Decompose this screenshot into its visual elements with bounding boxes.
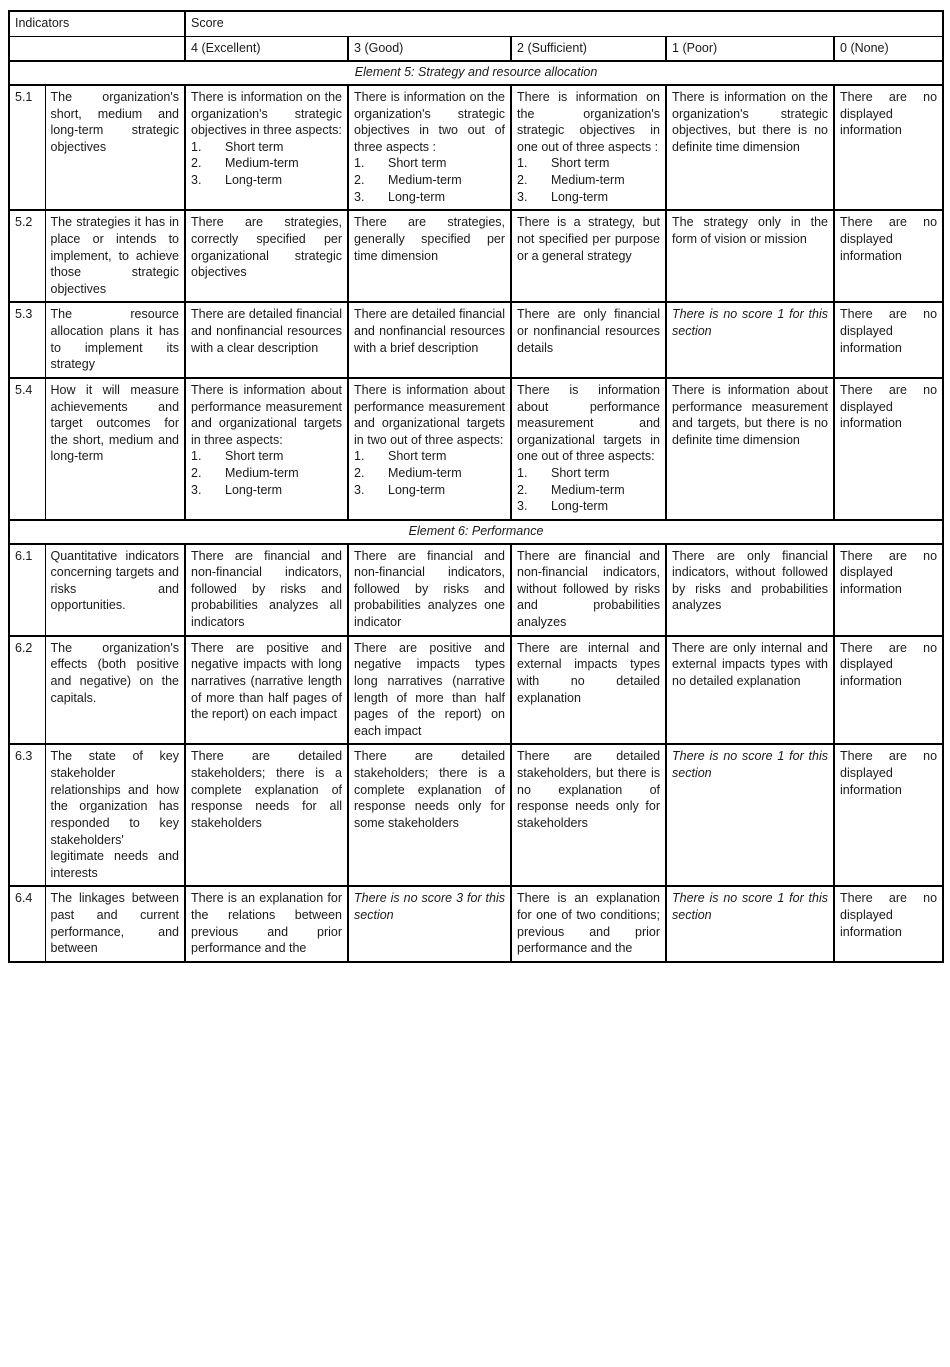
aspect-list-item [517, 498, 660, 515]
aspect-list-label: Medium-term [551, 173, 625, 187]
aspect-list-number: 2. [191, 156, 202, 171]
score-cell-text: There are strategies, correctly specified per organizational strategic objectives [191, 215, 343, 280]
aspect-list [354, 155, 505, 205]
score-cell-text: There is information on the organization's strategic objectives in one out of three aspects : [517, 89, 661, 154]
aspect-list-item [191, 155, 342, 172]
table-row [9, 544, 943, 636]
score-cell-0 [834, 210, 943, 302]
aspect-list-label: Short term [225, 139, 284, 154]
score-cell-1 [666, 886, 834, 962]
aspect-list [517, 155, 660, 205]
score-cell-text: There is no score 1 for this section [672, 891, 829, 922]
score-cell-3 [348, 544, 511, 636]
indicator-number: 5.3 [9, 302, 45, 378]
element-section-title: Element 5: Strategy and resource allocation [9, 61, 943, 85]
score-cell-1 [666, 378, 834, 520]
aspect-list-number: 3. [191, 482, 202, 497]
table-row [9, 85, 943, 210]
aspect-list-number: 3. [517, 189, 528, 204]
header-score: Score [185, 11, 943, 36]
aspect-list-label: Medium-term [225, 156, 299, 171]
score-cell-0 [834, 636, 943, 745]
score-cell-2 [511, 886, 666, 962]
score-cell-4 [185, 886, 348, 962]
aspect-list-number: 3. [354, 189, 365, 204]
aspect-list-number: 2. [517, 482, 528, 497]
indicator-number: 6.3 [9, 744, 45, 886]
score-cell-text: There is information on the organization's strategic objectives in three aspects: [191, 89, 343, 138]
indicator-number: 6.4 [9, 886, 45, 962]
score-cell-text: There is information on the organization's strategic objectives in two out of three aspects : [354, 89, 506, 154]
table-row [9, 378, 943, 520]
score-cell-text: There are only internal and external impacts types with no detailed explanation [672, 640, 829, 688]
score-cell-4 [185, 544, 348, 636]
table-body [9, 61, 943, 962]
aspect-list-number: 1. [354, 156, 365, 171]
score-cell-text: There are positive and negative impacts types long narratives (narrative length of more than half pages of the report) on each impact [354, 640, 506, 738]
score-cell-3 [348, 302, 511, 378]
indicator-description: The linkages between past and current performance, and between [45, 886, 185, 962]
score-cell-4 [185, 636, 348, 745]
score-cell-text: There are only financial or nonfinancial resources details [517, 307, 661, 355]
aspect-list-number: 1. [354, 449, 365, 464]
score-cell-3 [348, 744, 511, 886]
score-cell-0 [834, 302, 943, 378]
indicator-description: How it will measure achievements and target outcomes for the short, medium and long-term [45, 378, 185, 520]
aspect-list [354, 448, 505, 498]
score-cell-text: There are no displayed information [840, 89, 938, 138]
score-cell-text: There are no displayed information [840, 215, 938, 263]
score-cell-text: There is information about performance measurement and organizational targets in two out of three aspects: [354, 382, 506, 447]
aspect-list-item [354, 189, 505, 206]
score-cell-text: There are detailed financial and nonfinancial resources with a brief description [354, 307, 506, 355]
table-row [9, 302, 943, 378]
score-cell-3 [348, 886, 511, 962]
score-cell-text: There is no score 3 for this section [354, 891, 506, 922]
indicator-number: 5.4 [9, 378, 45, 520]
aspect-list-label: Long-term [551, 189, 608, 204]
score-cell-text: There is a strategy, but not specified per purpose or a general strategy [517, 215, 661, 263]
score-cell-2 [511, 636, 666, 745]
table-row [9, 636, 943, 745]
aspect-list-label: Short term [551, 156, 610, 171]
score-cell-1 [666, 210, 834, 302]
element-section-title: Element 6: Performance [9, 520, 943, 544]
element-section-header-row [9, 520, 943, 544]
score-cell-3 [348, 378, 511, 520]
header-level-0: 0 (None) [834, 36, 943, 61]
header-level-1: 1 (Poor) [666, 36, 834, 61]
aspect-list-number: 2. [191, 466, 202, 480]
header-level-4: 4 (Excellent) [185, 36, 348, 61]
aspect-list-item [354, 482, 505, 499]
indicator-number: 5.1 [9, 85, 45, 210]
score-cell-text: There are positive and negative impacts with long narratives (narrative length of more than half pages of the report) on each impact [191, 640, 343, 722]
score-cell-text: There are no displayed information [840, 640, 938, 688]
aspect-list-number: 1. [191, 449, 202, 464]
score-cell-2 [511, 744, 666, 886]
aspect-list-number: 2. [354, 466, 365, 480]
aspect-list-item [517, 155, 660, 172]
score-cell-text: There are detailed stakeholders; there is a complete explanation of response needs for all stakeholders [191, 749, 343, 830]
score-cell-3 [348, 210, 511, 302]
indicator-description: The resource allocation plans it has to implement its strategy [45, 302, 185, 378]
aspect-list-item [354, 172, 505, 189]
header-row-levels [9, 36, 943, 61]
header-spacer [9, 36, 185, 61]
score-cell-2 [511, 544, 666, 636]
score-cell-text: There are detailed stakeholders, but there is no explanation of response needs only for stakeholders [517, 749, 661, 830]
score-cell-4 [185, 210, 348, 302]
aspect-list-item [191, 482, 342, 499]
table-header [9, 11, 943, 61]
aspect-list-label: Long-term [551, 499, 608, 514]
score-cell-text: There is information about performance measurement and organizational targets in one out of three aspects: [517, 382, 661, 464]
score-cell-0 [834, 886, 943, 962]
score-cell-text: There are financial and non-financial indicators, followed by risks and probabilities analyzes all indicators [191, 548, 343, 629]
aspect-list-label: Medium-term [551, 482, 625, 497]
indicator-description: The state of key stakeholder relationships and how the organization has responded to key stakeholders' legitimate needs and interests [45, 744, 185, 886]
aspect-list-item [354, 448, 505, 465]
aspect-list-item [191, 448, 342, 465]
aspect-list-label: Short term [551, 466, 610, 480]
score-cell-1 [666, 302, 834, 378]
indicator-number: 6.2 [9, 636, 45, 745]
score-cell-2 [511, 210, 666, 302]
aspect-list-number: 3. [354, 482, 365, 497]
score-cell-text: There are no displayed information [840, 548, 938, 596]
aspect-list-label: Long-term [225, 482, 282, 497]
score-cell-0 [834, 378, 943, 520]
score-cell-text: There are strategies, generally specified per time dimension [354, 215, 506, 263]
score-cell-text: There are no displayed information [840, 307, 938, 355]
indicator-number: 5.2 [9, 210, 45, 302]
score-cell-1 [666, 85, 834, 210]
table-row [9, 886, 943, 962]
aspect-list-item [517, 172, 660, 189]
score-cell-text: There are detailed financial and nonfinancial resources with a clear description [191, 307, 343, 355]
indicator-description: The strategies it has in place or intends to implement, to achieve those strategic objectives [45, 210, 185, 302]
score-cell-text: There are financial and non-financial indicators, followed by risks and probabilities analyzes one indicator [354, 548, 506, 629]
header-row-top [9, 11, 943, 36]
aspect-list-label: Short term [225, 449, 284, 464]
aspect-list-label: Medium-term [388, 173, 462, 187]
score-cell-0 [834, 744, 943, 886]
aspect-list-item [191, 172, 342, 189]
score-cell-text: There are no displayed information [840, 891, 938, 939]
aspect-list-item [517, 482, 660, 499]
score-cell-text: There is an explanation for the relations between previous and prior performance and the [191, 891, 343, 956]
score-cell-text: There are no displayed information [840, 749, 938, 797]
aspect-list-item [191, 465, 342, 482]
header-level-3: 3 (Good) [348, 36, 511, 61]
score-cell-1 [666, 544, 834, 636]
aspect-list-item [191, 139, 342, 156]
indicator-description: The organization's effects (both positive and negative) on the capitals. [45, 636, 185, 745]
score-cell-text: There are financial and non-financial indicators, without followed by risks and probabilities analyzes [517, 548, 661, 629]
score-cell-text: There is no score 1 for this section [672, 307, 829, 338]
aspect-list-label: Long-term [388, 482, 445, 497]
aspect-list-number: 3. [517, 499, 528, 514]
table-row [9, 744, 943, 886]
score-cell-text: There are no displayed information [840, 382, 938, 431]
score-cell-4 [185, 378, 348, 520]
aspect-list-label: Medium-term [388, 466, 462, 480]
score-cell-1 [666, 636, 834, 745]
scoring-rubric-table [8, 10, 944, 963]
score-cell-text: There are detailed stakeholders; there is a complete explanation of response needs only for some stakeholders [354, 749, 506, 830]
header-level-2: 2 (Sufficient) [511, 36, 666, 61]
aspect-list-label: Medium-term [225, 466, 299, 480]
aspect-list-label: Long-term [388, 189, 445, 204]
aspect-list-number: 1. [517, 466, 528, 480]
aspect-list-label: Short term [388, 156, 447, 171]
indicator-description: The organization's short, medium and long-term strategic objectives [45, 85, 185, 210]
aspect-list-number: 2. [354, 173, 365, 187]
score-cell-4 [185, 85, 348, 210]
table-row [9, 210, 943, 302]
score-cell-text: There is information on the organization's strategic objectives, but there is no definite time dimension [672, 89, 829, 154]
score-cell-0 [834, 85, 943, 210]
score-cell-text: There are internal and external impacts types with no detailed explanation [517, 640, 661, 705]
score-cell-2 [511, 302, 666, 378]
aspect-list-item [354, 465, 505, 482]
aspect-list-number: 1. [517, 156, 528, 171]
score-cell-3 [348, 85, 511, 210]
score-cell-4 [185, 302, 348, 378]
indicator-description: Quantitative indicators concerning targets and risks and opportunities. [45, 544, 185, 636]
score-cell-text: There is information about performance measurement and targets, but there is no definite time dimension [672, 382, 829, 447]
aspect-list [517, 465, 660, 515]
score-cell-text: There are only financial indicators, without followed by risks and probabilities analyzes [672, 548, 829, 613]
score-cell-3 [348, 636, 511, 745]
score-cell-2 [511, 378, 666, 520]
aspect-list [191, 448, 342, 498]
score-cell-text: There is no score 1 for this section [672, 749, 829, 780]
aspect-list-item [354, 155, 505, 172]
aspect-list-number: 2. [517, 173, 528, 187]
aspect-list-label: Long-term [225, 173, 282, 187]
indicator-number: 6.1 [9, 544, 45, 636]
score-cell-0 [834, 544, 943, 636]
aspect-list-item [517, 465, 660, 482]
score-cell-text: There is information about performance measurement and organizational targets in three aspects: [191, 382, 343, 447]
score-cell-1 [666, 744, 834, 886]
aspect-list-number: 1. [191, 139, 202, 154]
aspect-list-item [517, 189, 660, 206]
score-cell-text: The strategy only in the form of vision or mission [672, 215, 829, 246]
aspect-list-label: Short term [388, 449, 447, 464]
header-indicators: Indicators [9, 11, 185, 36]
aspect-list-number: 3. [191, 173, 202, 187]
score-cell-text: There is an explanation for one of two conditions; previous and prior performance and the [517, 891, 661, 956]
score-cell-2 [511, 85, 666, 210]
element-section-header-row [9, 61, 943, 85]
score-cell-4 [185, 744, 348, 886]
aspect-list [191, 139, 342, 189]
